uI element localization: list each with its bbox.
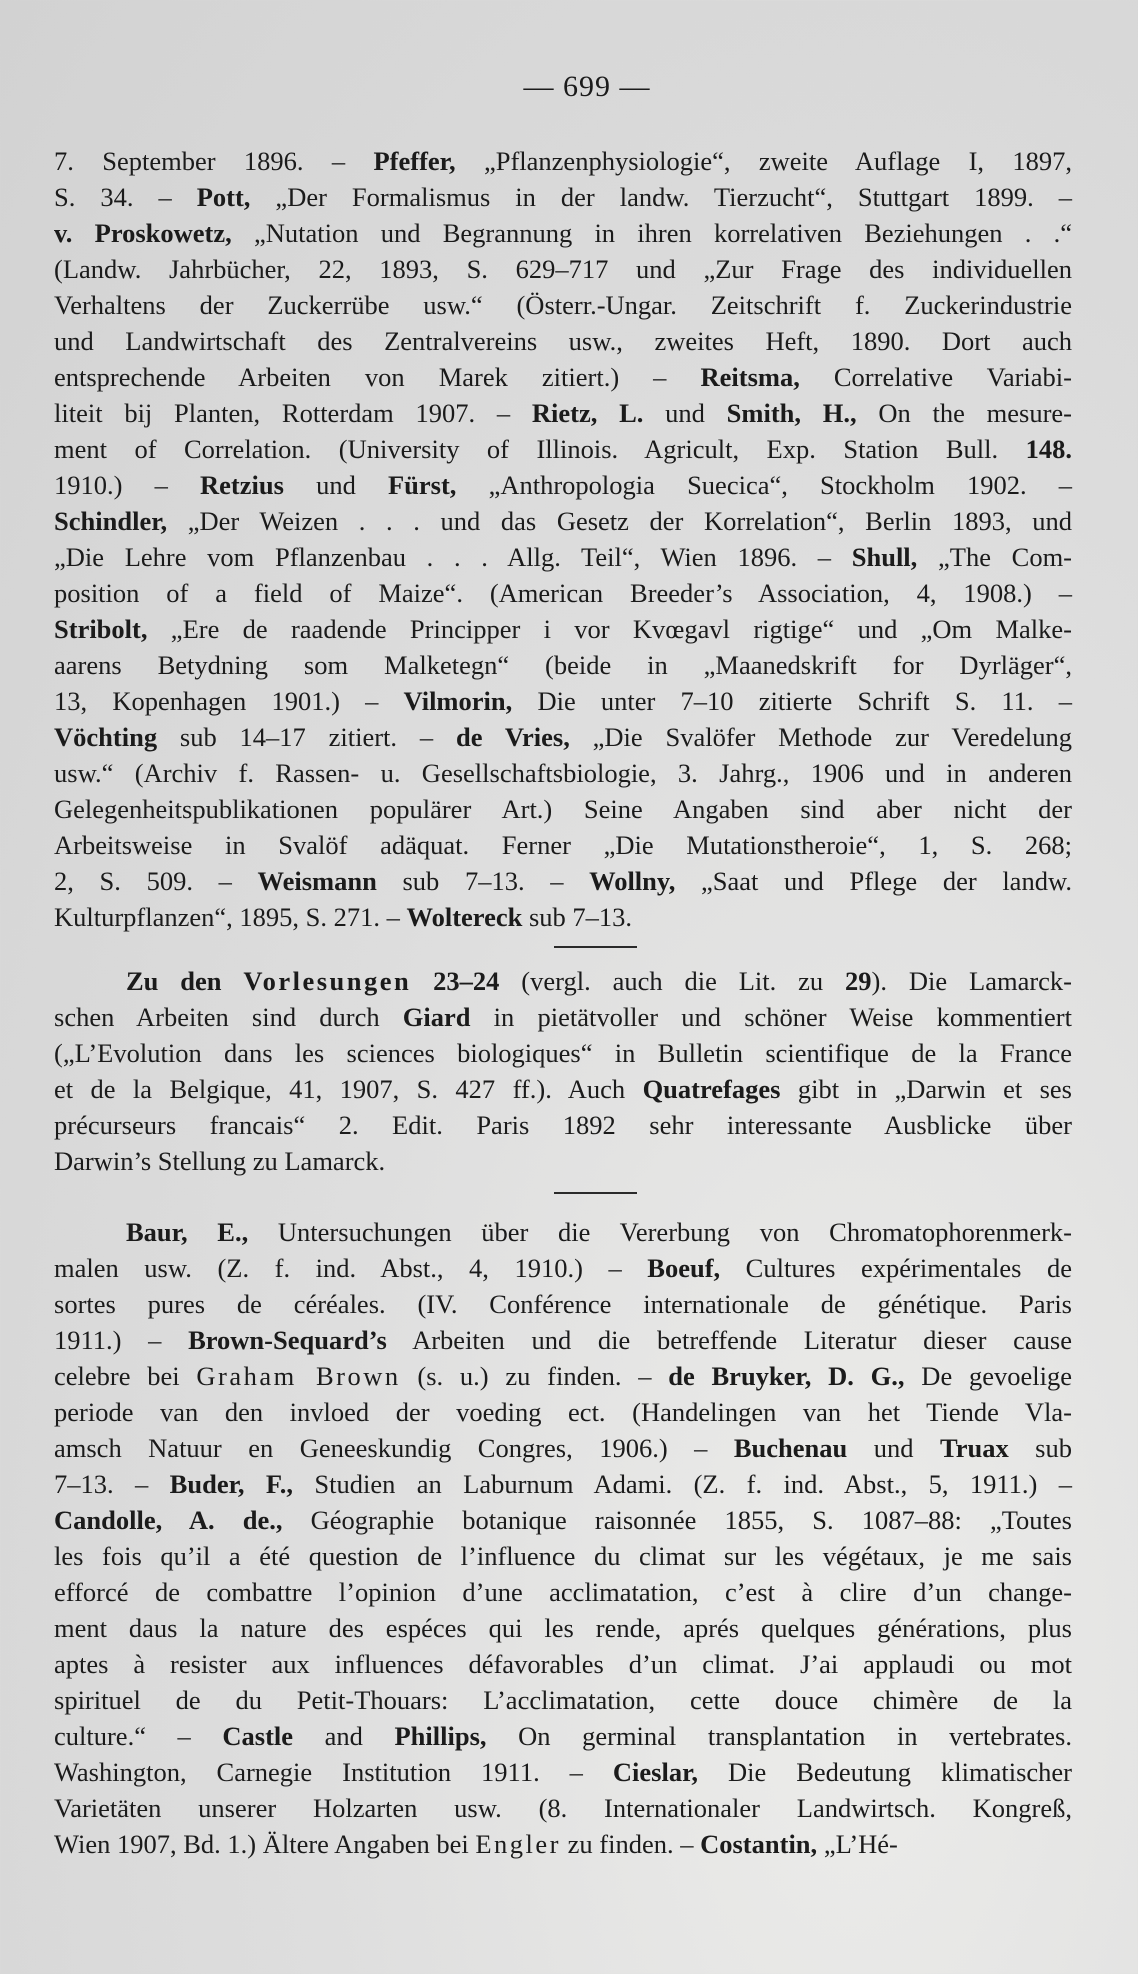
text-line [54, 963, 1072, 999]
text-line [54, 863, 1072, 899]
text-run: Correlative Variabi- [799, 362, 1072, 392]
text-run: spirituel de du Petit-Thouars: L’acclimatation, cette douce chimère de la [54, 1685, 1072, 1715]
text-run: ment of Correlation. (University of Illinois. Agricult, Exp. Station Bull. [54, 434, 1026, 464]
text-line [54, 287, 1072, 323]
text-line [54, 1250, 1072, 1286]
text-line [54, 1358, 1072, 1394]
text-run: ). Die Lamarck- [871, 966, 1072, 996]
text-run: amsch Natuur en Geneeskundig Congres, 1906.) – [54, 1433, 734, 1463]
text-run: „Nutation und Begrannung in ihren korrelativen Beziehungen . .“ [231, 218, 1072, 248]
text-run: und [847, 1433, 940, 1463]
text-run: malen usw. (Z. f. ind. Abst., 4, 1910.) – [54, 1253, 648, 1283]
text-line [54, 1682, 1072, 1718]
text-line [54, 1718, 1072, 1754]
author-name: Zu den [126, 966, 244, 996]
text-line [54, 359, 1072, 395]
spaced-name: Graham Brown [196, 1361, 401, 1391]
text-line [54, 1071, 1072, 1107]
author-name: Vöchting [54, 722, 158, 752]
text-run: and [293, 1721, 395, 1751]
text-run: sub 7–13. [522, 902, 633, 932]
text-run: „L’Hé- [817, 1829, 898, 1859]
text-run: Cultures expérimentales de [720, 1253, 1072, 1283]
author-name: Reitsma, [700, 362, 800, 392]
text-line [54, 1107, 1072, 1143]
references-section-continued [54, 143, 1072, 935]
text-line [54, 179, 1072, 215]
text-line [54, 575, 1072, 611]
text-run: „Der Formalismus in der landw. Tierzucht“, Stuttgart 1899. – [250, 182, 1072, 212]
text-run: 7. September 1896. – [54, 146, 374, 176]
text-run: De gevoelige [904, 1361, 1072, 1391]
text-run: culture.“ – [54, 1721, 223, 1751]
author-name: de Bruyker, D. G., [668, 1361, 905, 1391]
text-run: liteit bij Planten, Rotterdam 1907. – [54, 398, 532, 428]
text-line [54, 1574, 1072, 1610]
text-line [54, 1754, 1072, 1790]
text-run: und Landwirtschaft des Zentralvereins usw., zweites Heft, 1890. Dort auch [54, 326, 1072, 356]
text-run: On the mesure- [856, 398, 1073, 428]
text-run: 13, Kopenhagen 1901.) – [54, 686, 404, 716]
author-name: Costantin, [700, 1829, 818, 1859]
text-run: Arbeiten und die betreffende Literatur dieser cause [386, 1325, 1072, 1355]
text-line [54, 1502, 1072, 1538]
text-run: et de la Belgique, 41, 1907, S. 427 ff.). Auch [54, 1074, 643, 1104]
text-line [54, 1790, 1072, 1826]
page-number: — 699 — [523, 70, 651, 103]
text-run: und [283, 470, 388, 500]
text-line [54, 539, 1072, 575]
text-run: 1910.) – [54, 470, 201, 500]
text-run: sortes pures de céréales. (IV. Conférence internationale de génétique. Paris [54, 1289, 1072, 1319]
text-line [54, 323, 1072, 359]
text-run: Géographie botanique raisonnée 1855, S. 1087–88: „Toutes [282, 1505, 1072, 1535]
author-name: Cieslar, [612, 1757, 699, 1787]
spaced-name: Engler [475, 1829, 562, 1859]
text-run: 2, S. 509. – [54, 866, 258, 896]
text-line [54, 719, 1072, 755]
author-name: Stribolt, [54, 614, 148, 644]
text-run: aarens Betydning som Malketegn“ (beide in „Maanedskrift for Dyrläger“, [54, 650, 1072, 680]
text-run: 7–13. – [54, 1469, 170, 1499]
text-run: Studien an Laburnum Adami. (Z. f. ind. Abst., 5, 1911.) – [292, 1469, 1073, 1499]
text-line [54, 1610, 1072, 1646]
text-run: position of a field of Maize“. (American Breeder’s Association, 4, 1908.) – [54, 578, 1072, 608]
text-run: Kulturpflanzen“, 1895, S. 271. – [54, 902, 407, 932]
author-name: Retzius [200, 470, 284, 500]
text-run: sub [1008, 1433, 1072, 1463]
text-run: Wien 1907, Bd. 1.) Ältere Angaben bei [54, 1829, 476, 1859]
text-run: (vergl. auch die Lit. zu [499, 966, 846, 996]
author-name: v. Proskowetz, [54, 218, 232, 248]
text-run: Verhaltens der Zuckerrübe usw.“ (Österr.-Ungar. Zeitschrift f. Zuckerindustrie [54, 290, 1072, 320]
author-name: Weismann [257, 866, 377, 896]
text-line [54, 1394, 1072, 1430]
references-section [54, 1214, 1072, 1862]
author-name: Rietz, L. [531, 398, 644, 428]
text-line [54, 899, 1072, 935]
text-run: „The Com- [917, 542, 1073, 572]
text-run: („L’Evolution dans les sciences biologiques“ in Bulletin scientifique de la France [54, 1038, 1072, 1068]
text-line [54, 1214, 1072, 1250]
text-run: (s. u.) zu finden. – [400, 1361, 669, 1391]
author-name: Shull, [851, 542, 918, 572]
text-run: Die unter 7–10 zitierte Schrift S. 11. – [512, 686, 1072, 716]
author-name: Quatrefages [642, 1074, 781, 1104]
author-name: Brown-Sequard’s [188, 1325, 387, 1355]
author-name: Phillips, [394, 1721, 487, 1751]
text-line [54, 1143, 1072, 1179]
text-run: sub 14–17 zitiert. – [157, 722, 456, 752]
author-name: Giard [402, 1002, 471, 1032]
text-line [54, 647, 1072, 683]
text-line [54, 1035, 1072, 1071]
text-run: schen Arbeiten sind durch [54, 1002, 403, 1032]
text-line [54, 1430, 1072, 1466]
text-run: les fois qu’il a été question de l’influence du climat sur les végétaux, je me sais [54, 1541, 1072, 1571]
text-run: 1911.) – [54, 1325, 189, 1355]
author-name: Vilmorin, [403, 686, 513, 716]
author-name: Castle [222, 1721, 294, 1751]
text-line [54, 611, 1072, 647]
author-name: Candolle, A. de., [54, 1505, 283, 1535]
author-name: Smith, H., [726, 398, 857, 428]
text-run: „Die Lehre vom Pflanzenbau . . . Allg. Teil“, Wien 1896. – [54, 542, 852, 572]
text-line [54, 431, 1072, 467]
text-run: précurseurs francais“ 2. Edit. Paris 1892 sehr interessante Ausblicke über [54, 1110, 1072, 1140]
author-name: Baur, E., [126, 1217, 249, 1247]
text-line [54, 1466, 1072, 1502]
author-name: Wollny, [589, 866, 676, 896]
text-run: „Ere de raadende Principper i vor Kvœgavl rigtige“ und „Om Malke- [147, 614, 1072, 644]
text-run: efforcé de combattre l’opinion d’une acclimatation, c’est à clire d’un change- [54, 1577, 1072, 1607]
lecture-23-24-section [54, 963, 1072, 1179]
text-run: „Die Svalöfer Methode zur Veredelung [569, 722, 1072, 752]
text-run: Gelegenheitspublikationen populärer Art.) Seine Angaben sind aber nicht der [54, 794, 1072, 824]
text-line [54, 467, 1072, 503]
section-divider [554, 1192, 637, 1194]
author-name: Pott, [196, 182, 251, 212]
text-run: S. 34. – [54, 182, 197, 212]
text-line [54, 1286, 1072, 1322]
text-line [54, 1322, 1072, 1358]
text-run: Die Bedeutung klimatischer [698, 1757, 1073, 1787]
author-name: Pfeffer, [373, 146, 456, 176]
text-run: periode van den invloed der voeding ect. (Handelingen van het Tiende Vla- [54, 1397, 1072, 1427]
text-run: „Pflanzenphysiologie“, zweite Auflage I, 1897, [455, 146, 1073, 176]
text-run: in pietätvoller und schöner Weise kommentiert [470, 1002, 1072, 1032]
text-run: sub 7–13. – [376, 866, 590, 896]
text-line [54, 791, 1072, 827]
text-line [54, 1538, 1072, 1574]
text-run: usw.“ (Archiv f. Rassen- u. Gesellschaftsbiologie, 3. Jahrg., 1906 und in anderen [54, 758, 1072, 788]
text-line [54, 1826, 1072, 1862]
text-line [54, 1646, 1072, 1682]
text-run: zu finden. – [561, 1829, 701, 1859]
text-line [54, 999, 1072, 1035]
text-run: Varietäten unserer Holzarten usw. (8. Internationaler Landwirtsch. Kongreß, [54, 1793, 1072, 1823]
author-name: 29 [845, 966, 872, 996]
text-run: Darwin’s Stellung zu Lamarck. [54, 1146, 386, 1176]
text-line [54, 251, 1072, 287]
author-name: Schindler, [54, 506, 168, 536]
text-line [54, 827, 1072, 863]
text-run: Untersuchungen über die Vererbung von Chromatophorenmerk- [248, 1217, 1072, 1247]
text-run: celebre bei [54, 1361, 197, 1391]
text-line [54, 395, 1072, 431]
text-run: aptes à resister aux influences défavorables d’un climat. J’ai applaudi ou mot [54, 1649, 1072, 1679]
section-divider [554, 946, 637, 948]
text-run: „Der Weizen . . . und das Gesetz der Korrelation“, Berlin 1893, und [167, 506, 1072, 536]
text-line [54, 503, 1072, 539]
text-run: On germinal transplantation in vertebrates. [486, 1721, 1072, 1751]
text-run: Washington, Carnegie Institution 1911. – [54, 1757, 613, 1787]
text-line [54, 215, 1072, 251]
author-name: Woltereck [406, 902, 523, 932]
text-line [54, 683, 1072, 719]
author-name: de Vries, [455, 722, 570, 752]
text-run: „Anthropologia Suecica“, Stockholm 1902. – [456, 470, 1073, 500]
author-name: 23–24 [411, 966, 500, 996]
author-name: Fürst, [387, 470, 457, 500]
text-run: ment daus la nature des espéces qui les rende, aprés quelques générations, plus [54, 1613, 1072, 1643]
text-run: entsprechende Arbeiten von Marek zitiert.) – [54, 362, 701, 392]
text-line [54, 755, 1072, 791]
text-run: gibt in „Darwin et ses [780, 1074, 1072, 1104]
author-name: 148. [1025, 434, 1072, 464]
author-name: Buchenau [733, 1433, 848, 1463]
text-run: Arbeitsweise in Svalöf adäquat. Ferner „Die Mutationstheroie“, 1, S. 268; [54, 830, 1072, 860]
text-run: „Saat und Pflege der landw. [675, 866, 1072, 896]
author-name: Truax [939, 1433, 1009, 1463]
text-run: und [643, 398, 727, 428]
text-run: (Landw. Jahrbücher, 22, 1893, S. 629–717 und „Zur Frage des individuellen [54, 254, 1072, 284]
author-name: Vorlesungen [243, 966, 412, 996]
author-name: Buder, F., [169, 1469, 293, 1499]
author-name: Boeuf, [647, 1253, 721, 1283]
text-line [54, 143, 1072, 179]
